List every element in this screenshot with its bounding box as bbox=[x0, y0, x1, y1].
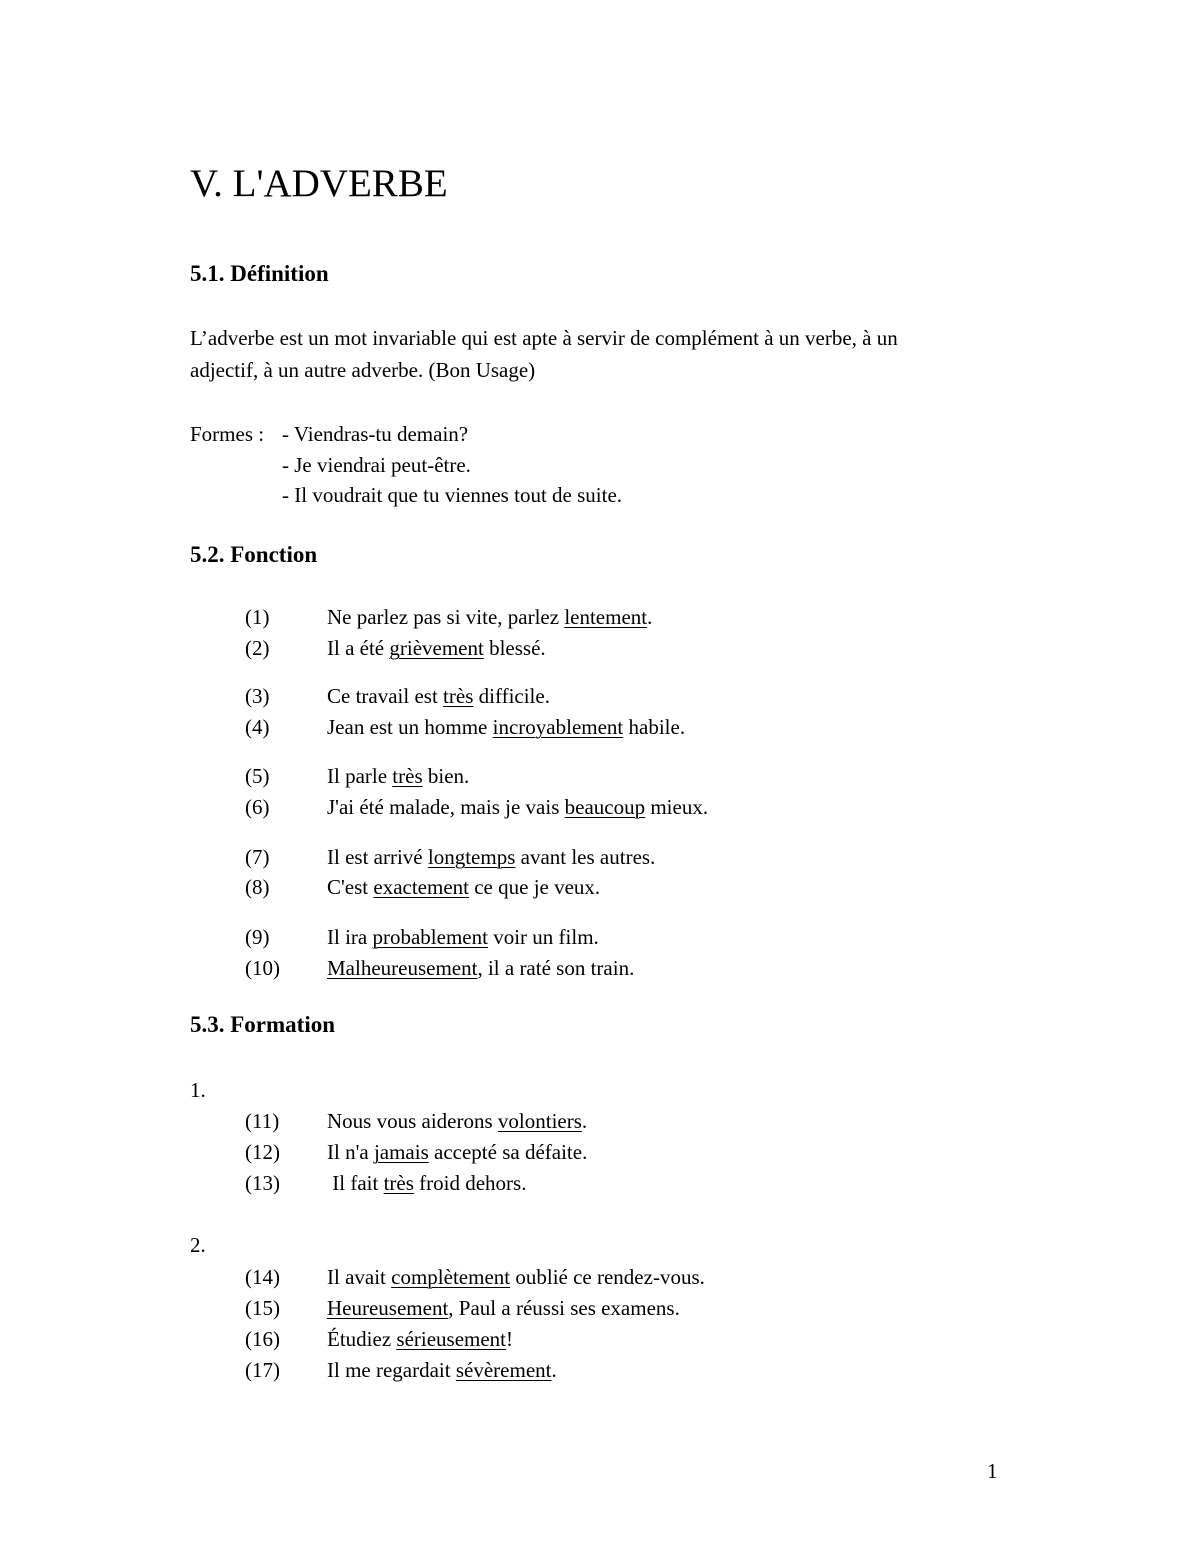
example-sentence: Il est arrivé longtemps avant les autres. bbox=[327, 845, 656, 869]
adverb-highlight: jamais bbox=[373, 1140, 429, 1164]
group-label: 2. bbox=[190, 1233, 206, 1257]
example-number: (6) bbox=[245, 795, 270, 819]
forme-item: - Je viendrai peut-être. bbox=[282, 453, 471, 477]
adverb-highlight: incroyablement bbox=[492, 715, 624, 739]
example-sentence: Malheureusement, il a raté son train. bbox=[327, 956, 635, 980]
example-sentence: Il avait complètement oublié ce rendez-vous. bbox=[327, 1265, 705, 1289]
example-number: (12) bbox=[245, 1140, 280, 1164]
adverb-highlight: beaucoup bbox=[564, 795, 646, 819]
adverb-highlight: probablement bbox=[372, 925, 488, 949]
example-number: (11) bbox=[245, 1109, 280, 1133]
example-number: (4) bbox=[245, 715, 270, 739]
example-number: (15) bbox=[245, 1296, 280, 1320]
example-sentence: Jean est un homme incroyablement habile. bbox=[327, 715, 686, 739]
adverb-highlight: Heureusement bbox=[327, 1296, 449, 1320]
example-number: (1) bbox=[245, 605, 270, 629]
example-number: (13) bbox=[245, 1171, 280, 1195]
example-sentence: C'est exactement ce que je veux. bbox=[327, 875, 601, 899]
example-number: (8) bbox=[245, 875, 270, 899]
adverb-highlight: complètement bbox=[391, 1265, 511, 1289]
adverb-highlight: sérieusement bbox=[396, 1327, 507, 1351]
adverb-highlight: grièvement bbox=[389, 636, 484, 660]
example-number: (9) bbox=[245, 925, 270, 949]
example-sentence: Ce travail est très difficile. bbox=[327, 684, 550, 708]
example-sentence: Il parle très bien. bbox=[327, 764, 470, 788]
adverb-highlight: très bbox=[383, 1171, 414, 1195]
example-sentence: Il fait très froid dehors. bbox=[327, 1171, 527, 1195]
example-number: (5) bbox=[245, 764, 270, 788]
example-sentence: Étudiez sérieusement! bbox=[327, 1327, 514, 1351]
example-number: (10) bbox=[245, 956, 280, 980]
example-number: (16) bbox=[245, 1327, 280, 1351]
adverb-highlight: volontiers bbox=[497, 1109, 582, 1133]
example-number: (3) bbox=[245, 684, 270, 708]
adverb-highlight: très bbox=[443, 684, 474, 708]
page-number: 1 bbox=[987, 1459, 998, 1483]
definition-line-1: L’adverbe est un mot invariable qui est apte à servir de complément à un verbe, à un bbox=[190, 326, 898, 350]
adverb-highlight: Malheureusement bbox=[327, 956, 478, 980]
definition-line-2: adjectif, à un autre adverbe. (Bon Usage) bbox=[190, 358, 536, 382]
forme-item: - Viendras-tu demain? bbox=[282, 422, 469, 446]
adverb-highlight: lentement bbox=[564, 605, 648, 629]
example-number: (7) bbox=[245, 845, 270, 869]
example-number: (14) bbox=[245, 1265, 280, 1289]
example-number: (17) bbox=[245, 1358, 280, 1382]
page-title: V. L'ADVERBE bbox=[190, 162, 448, 205]
adverb-highlight: très bbox=[392, 764, 423, 788]
example-sentence: Nous vous aiderons volontiers. bbox=[327, 1109, 588, 1133]
formes-label: Formes : bbox=[190, 422, 265, 446]
section-heading-formation: 5.3. Formation bbox=[190, 1012, 336, 1037]
group-label: 1. bbox=[190, 1078, 206, 1102]
example-sentence: Il me regardait sévèrement. bbox=[327, 1358, 557, 1382]
example-sentence: Ne parlez pas si vite, parlez lentement. bbox=[327, 605, 653, 629]
example-sentence: Heureusement, Paul a réussi ses examens. bbox=[327, 1296, 680, 1320]
adverb-highlight: sévèrement bbox=[455, 1358, 552, 1382]
adverb-highlight: longtemps bbox=[427, 845, 516, 869]
example-sentence: Il a été grièvement blessé. bbox=[327, 636, 546, 660]
example-number: (2) bbox=[245, 636, 270, 660]
section-heading-definition: 5.1. Définition bbox=[190, 261, 329, 286]
example-sentence: J'ai été malade, mais je vais beaucoup mieux. bbox=[327, 795, 709, 819]
forme-item: - Il voudrait que tu viennes tout de suite. bbox=[282, 483, 623, 507]
section-heading-fonction: 5.2. Fonction bbox=[190, 542, 318, 567]
adverb-highlight: exactement bbox=[373, 875, 469, 899]
example-sentence: Il n'a jamais accepté sa défaite. bbox=[327, 1140, 588, 1164]
example-sentence: Il ira probablement voir un film. bbox=[327, 925, 599, 949]
